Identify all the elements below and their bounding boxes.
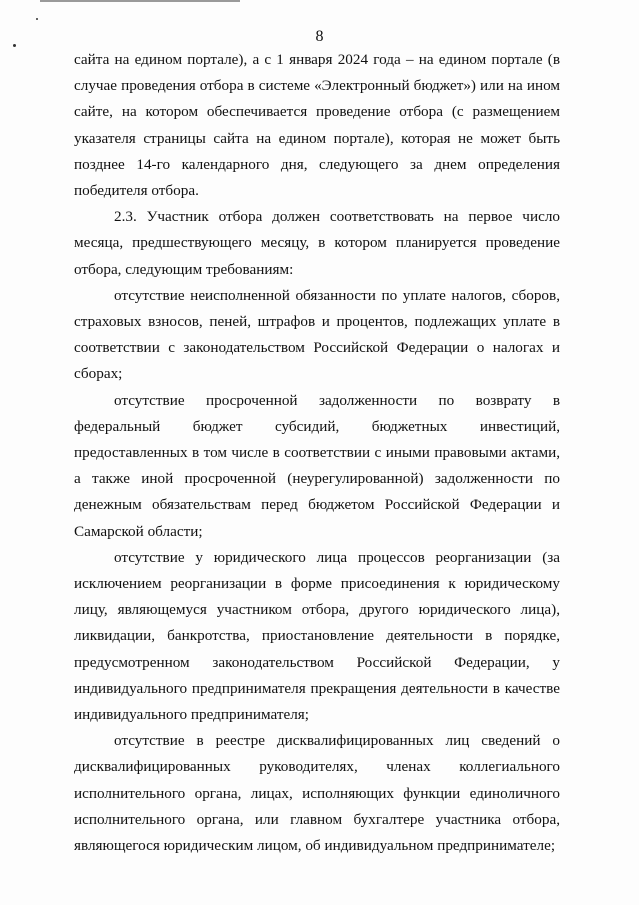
paragraph-continuation: сайта на едином портале), а с 1 января 2024 года – на едином портале (в случае проведения отбора в системе «Электронный бюджет») или на ином сайте, на котором обеспечивается проведение отбора (с размещением указателя страницы сайта на едином портале), которая не может быть позднее 14-го календарного дня, следующего за днем определения победителя отбора.	[74, 51, 560, 200]
paragraph-2-3: 2.3. Участник отбора должен соответствовать на первое число месяца, предшествующего месяцу, в котором планируется проведение отбора, следующим требованиям:	[74, 208, 560, 278]
scan-edge-line	[40, 0, 240, 2]
paragraph-reorganization-requirement: отсутствие у юридического лица процессов реорганизации (за исключением реорганизации в форме присоединения к юридическому лицу, являющемуся участником отбора, другого юридического лица), ликвидации, банкротства, приостановление деятельности в порядке, предусмотренном законодательством Российской Федерации, у индивидуального предпринимателя прекращения деятельности в качестве индивидуального предпринимателя;	[74, 548, 560, 724]
document-body	[74, 47, 560, 859]
paragraph-debt-requirement: отсутствие просроченной задолженности по возврату в федеральный бюджет субсидий, бюджетных инвестиций, предоставленных в том числе в соответствии с иными правовыми актами, а также иной просроченной (неурегулированной) задолженности по денежным обязательствам перед бюджетом Российской Федерации и Самарской области;	[74, 391, 560, 540]
paragraph-disqualification-requirement: отсутствие в реестре дисквалифицированных лиц сведений о дисквалифицированных руководителях, членах коллегиального исполнительного органа, лицах, исполняющих функции единоличного исполнительного органа, или главном бухгалтере участника отбора, являющегося юридическим лицом, об индивидуальном предпринимателе;	[74, 732, 560, 855]
page-number: 8	[315, 28, 324, 45]
scan-speck	[36, 18, 38, 20]
paragraph-tax-requirement: отсутствие неисполненной обязанности по уплате налогов, сборов, страховых взносов, пеней, штрафов и процентов, подлежащих уплате в соответствии с законодательством Российской Федерации о налогах и сборах;	[74, 286, 560, 383]
